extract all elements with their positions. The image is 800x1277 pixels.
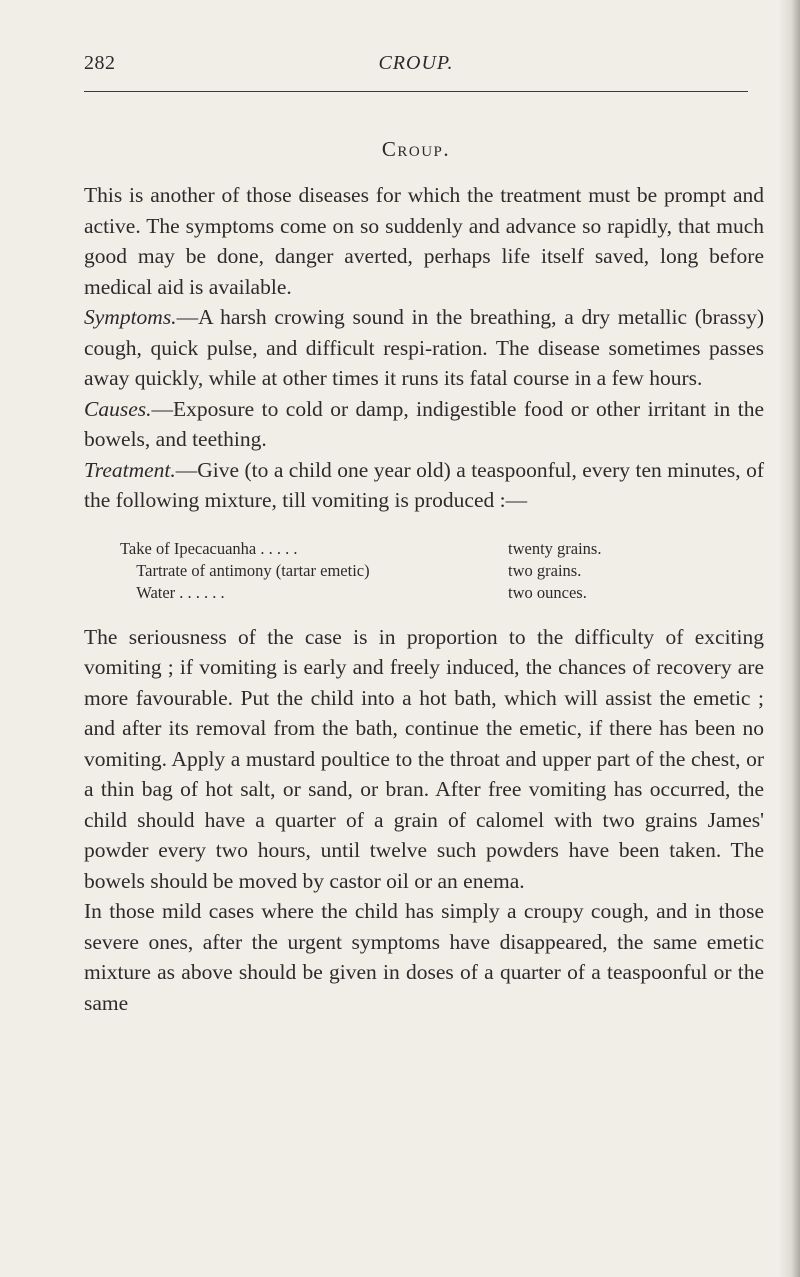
treatment-text: —Give (to a child one year old) a teaspoonful, every ten minutes, of the following mixture, till vomiting is produced :— <box>84 457 764 512</box>
prescription-item: Take of Ipecacuanha . . . . . <box>120 538 298 558</box>
page-number: 282 <box>84 52 116 74</box>
section-heading: Croup. <box>381 137 451 161</box>
prescription-row <box>120 582 740 604</box>
symptoms-label: Symptoms. <box>84 305 177 329</box>
prescription-quantity: two grains. <box>508 560 582 580</box>
prescription-item: Water . . . . . . <box>120 582 225 602</box>
prescription-table <box>120 538 764 604</box>
page-edge-shadow <box>778 0 800 1277</box>
causes-label: Causes. <box>84 396 152 421</box>
body-text <box>84 180 764 1018</box>
causes-paragraph <box>84 394 764 455</box>
prescription-quantity: two ounces. <box>508 582 587 602</box>
mild-cases-paragraph: In those mild cases where the child has simply a croupy cough, and in those severe ones, after the urgent symptoms have disappeared, the same emetic mixture as above should be given in doses of a quarter of a teaspoonful or the same <box>84 899 764 1015</box>
prescription-row <box>120 560 740 582</box>
running-title: CROUP. <box>378 52 454 74</box>
running-head <box>84 52 748 82</box>
treatment-label: Treatment. <box>84 457 176 482</box>
intro-paragraph: This is another of those diseases for which the treatment must be prompt and active. The symptoms come on so suddenly and advance so rapidly, that much good may be done, danger averted, perhaps life itself saved, long before medical aid is available. <box>84 183 764 299</box>
prescription-item: Tartrate of antimony (tartar emetic) <box>120 560 370 580</box>
prescription-quantity: twenty grains. <box>508 538 602 558</box>
symptoms-paragraph <box>84 302 764 394</box>
treatment-paragraph <box>84 455 764 516</box>
causes-text: —Exposure to cold or damp, indigestible food or other irritant in the bowels, and teething. <box>84 396 764 451</box>
prescription-row <box>120 538 740 560</box>
header-rule <box>84 91 748 92</box>
seriousness-paragraph: The seriousness of the case is in proportion to the difficulty of exciting vomiting ; if vomiting is early and freely induced, the chances of recovery are more favourable. Put the child into a hot bath, which will assist the emetic ; and after its removal from the bath, continue the emetic, if there has been no vomiting. Apply a mustard poultice to the throat and upper part of the chest, or a thin bag of hot salt, or sand, or bran. After free vomiting has occurred, the child should have a quarter of a grain of calomel with two grains James' powder every two hours, until twelve such powders have been taken. The bowels should be moved by castor oil or an enema. <box>84 624 764 893</box>
symptoms-text: —A harsh crowing sound in the breathing, a dry metallic (brassy) cough, quick pulse, and difficult respi-ration. The disease sometimes passes away quickly, while at other times it runs its fatal course in a few hours. <box>84 305 764 390</box>
